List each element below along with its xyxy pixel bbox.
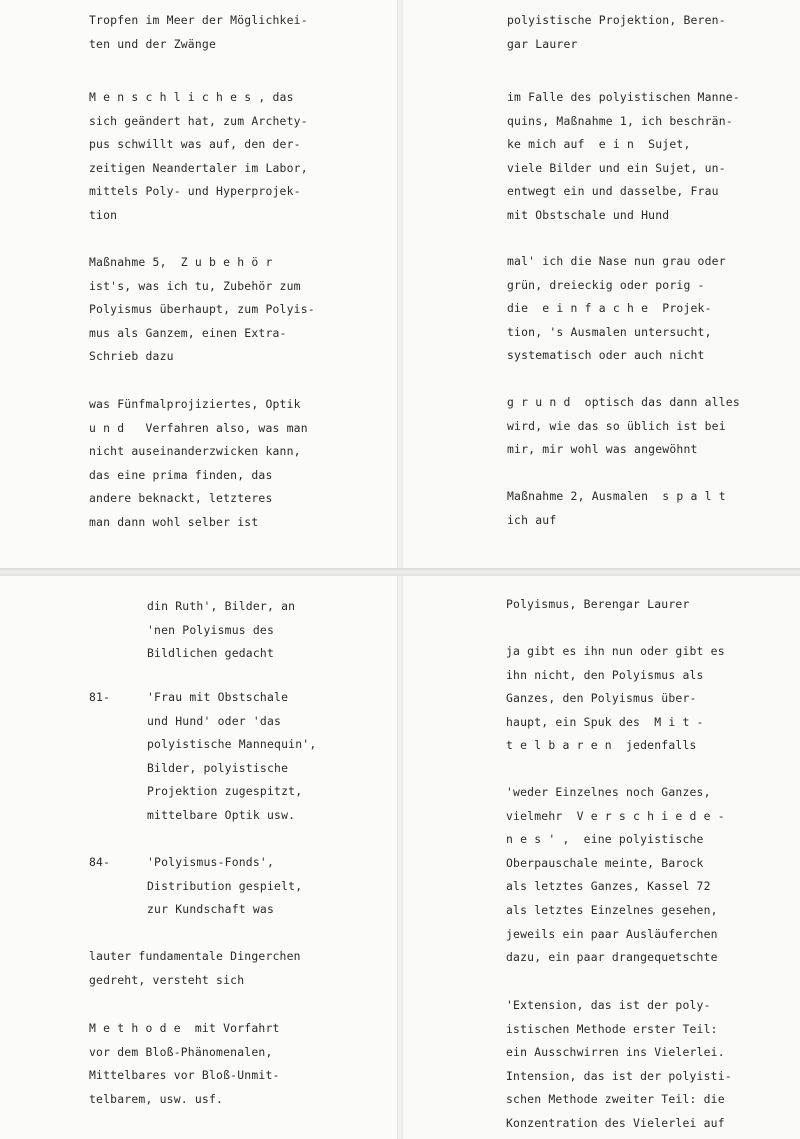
text-line: zur Kundschaft was xyxy=(147,902,275,917)
text-line: haupt, ein Spuk des M i t - xyxy=(506,714,704,729)
page-top-right xyxy=(400,0,800,570)
text-line: polyistische Mannequin', xyxy=(147,737,317,752)
entry-text xyxy=(147,686,316,828)
text-line: pus schwillt was auf, den der- xyxy=(89,137,301,152)
text-line: das eine prima finden, das xyxy=(89,467,273,482)
text-block xyxy=(89,86,308,228)
text-line: als letztes Ganzes, Kassel 72 xyxy=(506,879,711,894)
text-line: Projektion zugespitzt, xyxy=(147,784,303,799)
text-line: schen Methode zweiter Teil: die xyxy=(506,1092,725,1107)
text-line: vielmehr V e r s c h i e d e - xyxy=(506,808,725,823)
text-block xyxy=(89,9,308,56)
text-line: und Hund' oder 'das xyxy=(147,713,282,728)
text-line: tion, 's Ausmalen untersucht, xyxy=(507,324,712,339)
text-line: Maßnahme 5, Z u b e h ö r xyxy=(89,255,273,269)
text-line: din Ruth', Bilder, an xyxy=(147,599,296,613)
text-line: mal' ich die Nase nun grau oder xyxy=(507,254,726,268)
text-line: Bildlichen gedacht xyxy=(147,646,275,661)
entry-number: 84- xyxy=(89,855,111,869)
text-line: 'Extension, das ist der poly- xyxy=(506,998,711,1012)
text-line: wird, wie das so üblich ist bei xyxy=(507,418,726,433)
text-line: Distribution gespielt, xyxy=(147,878,303,893)
text-block xyxy=(507,9,726,56)
text-line: ist's, was ich tu, Zubehör zum xyxy=(89,278,301,293)
page-bottom-right xyxy=(400,575,800,1139)
text-line: mittelbare Optik usw. xyxy=(147,807,296,822)
text-line: mus als Ganzem, einen Extra- xyxy=(89,325,287,340)
text-line: systematisch oder auch nicht xyxy=(507,348,705,363)
text-line: Polyismus überhaupt, zum Polyis- xyxy=(89,302,315,317)
text-line: ich auf xyxy=(507,512,557,527)
entry-number: 81- xyxy=(89,690,111,704)
text-line: g r u n d optisch das dann alles xyxy=(507,395,740,409)
text-block xyxy=(507,86,740,228)
text-line: Oberpauschale meinte, Barock xyxy=(506,855,704,870)
text-line: Schrieb dazu xyxy=(89,349,174,364)
text-line: telbarem, usw. usf. xyxy=(89,1091,224,1106)
text-line: gar Laurer xyxy=(507,36,578,51)
text-block xyxy=(89,393,308,535)
text-line: M e n s c h l i c h e s , das xyxy=(89,90,294,104)
text-line: andere beknackt, letzteres xyxy=(89,491,273,506)
text-line: ten und der Zwänge xyxy=(89,36,217,51)
text-line: 'nen Polyismus des xyxy=(147,622,275,637)
text-line: gedreht, versteht sich xyxy=(89,972,245,987)
text-line: quins, Maßnahme 1, ich beschrän- xyxy=(507,113,733,128)
text-block xyxy=(506,640,725,758)
text-block xyxy=(506,781,725,970)
text-line: polyistische Projektion, Beren- xyxy=(507,13,726,27)
text-line: grün, dreieckig oder porig - xyxy=(507,277,705,292)
text-line: Konzentration des Vielerlei auf xyxy=(506,1115,725,1130)
text-line: istischen Methode erster Teil: xyxy=(506,1021,718,1036)
text-line: dazu, ein paar drangequetschte xyxy=(506,950,718,965)
text-line: sich geändert hat, zum Archety- xyxy=(89,113,308,128)
text-line: zeitigen Neandertaler im Labor, xyxy=(89,160,308,175)
text-line: 'Frau mit Obstschale xyxy=(147,690,289,704)
text-block xyxy=(89,1017,280,1111)
text-line: Tropfen im Meer der Möglichkei- xyxy=(89,13,308,27)
page-bottom-left xyxy=(0,575,400,1139)
text-line: entwegt ein und dasselbe, Frau xyxy=(507,184,719,199)
text-line: nicht auseinanderzwicken kann, xyxy=(89,444,301,459)
text-line: jeweils ein paar Ausläuferchen xyxy=(506,926,718,941)
text-line: im Falle des polyistischen Manne- xyxy=(507,90,740,104)
paper-fold-horizontal xyxy=(0,568,800,576)
text-line: 'weder Einzelnes noch Ganzes, xyxy=(506,785,711,799)
text-block xyxy=(147,595,295,666)
text-block xyxy=(89,251,315,369)
text-block xyxy=(89,945,301,992)
text-line: Polyismus, Berengar Laurer xyxy=(506,597,690,611)
text-line: 'Polyismus-Fonds', xyxy=(147,855,275,869)
text-line: man dann wohl selber ist xyxy=(89,514,259,529)
text-line: lauter fundamentale Dingerchen xyxy=(89,949,301,963)
text-line: Ganzes, den Polyismus über- xyxy=(506,691,697,706)
text-line: ke mich auf e i n Sujet, xyxy=(507,137,691,152)
text-line: tion xyxy=(89,207,118,222)
text-block xyxy=(507,485,726,532)
text-line: Intension, das ist der polyisti- xyxy=(506,1068,732,1083)
text-block xyxy=(506,593,690,617)
text-line: M e t h o d e mit Vorfahrt xyxy=(89,1021,280,1035)
text-line: n e s ' , eine polyistische xyxy=(506,832,704,847)
text-line: mittels Poly- und Hyperprojek- xyxy=(89,184,301,199)
text-line: als letztes Einzelnes gesehen, xyxy=(506,902,718,917)
text-line: ja gibt es ihn nun oder gibt es xyxy=(506,644,725,658)
text-line: u n d Verfahren also, was man xyxy=(89,420,308,435)
text-line: Mittelbares vor Bloß-Unmit- xyxy=(89,1068,280,1083)
text-line: t e l b a r e n jedenfalls xyxy=(506,738,697,753)
text-line: die e i n f a c h e Projek- xyxy=(507,301,712,316)
entry-text xyxy=(147,851,302,922)
text-line: Maßnahme 2, Ausmalen s p a l t xyxy=(507,489,726,503)
text-line: ihn nicht, den Polyismus als xyxy=(506,667,704,682)
text-line: was Fünfmalprojiziertes, Optik xyxy=(89,397,301,411)
text-line: mit Obstschale und Hund xyxy=(507,207,670,222)
text-block xyxy=(507,250,726,368)
page-top-left xyxy=(0,0,400,570)
text-block xyxy=(506,994,732,1136)
text-block xyxy=(507,391,740,462)
text-line: vor dem Bloß-Phänomenalen, xyxy=(89,1044,273,1059)
text-line: Bilder, polyistische xyxy=(147,760,289,775)
text-line: viele Bilder und ein Sujet, un- xyxy=(507,160,726,175)
text-line: mir, mir wohl was angewöhnt xyxy=(507,442,698,457)
text-line: ein Ausschwirren ins Vielerlei. xyxy=(506,1045,725,1060)
